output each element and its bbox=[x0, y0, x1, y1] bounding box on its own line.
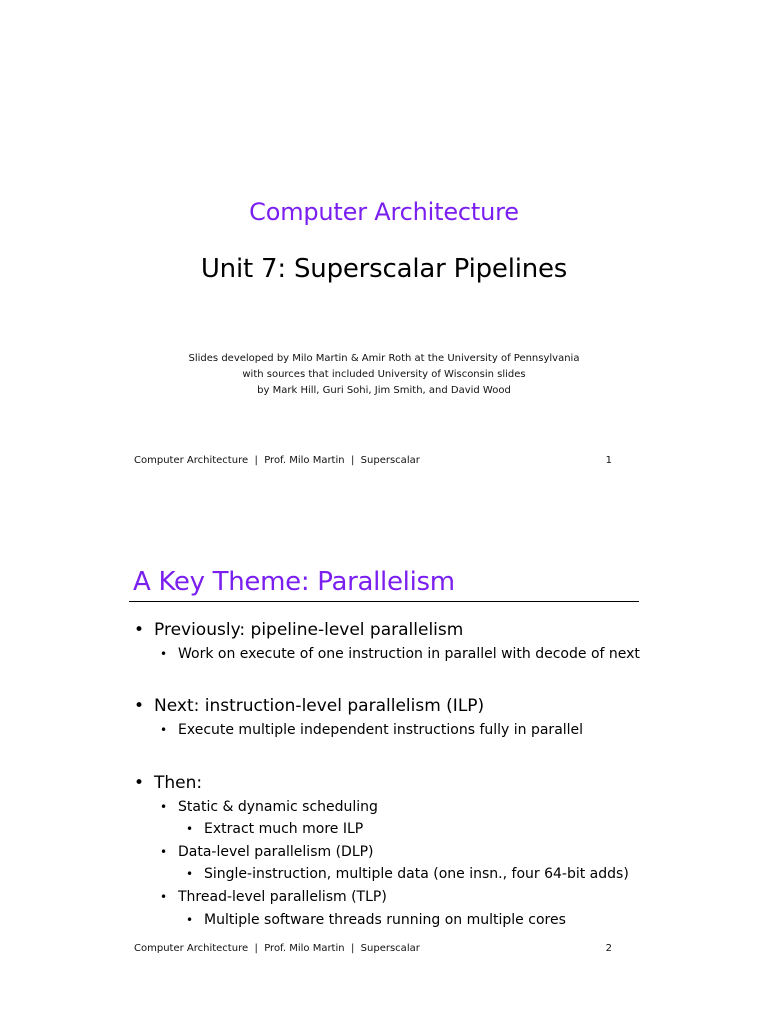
list-item bbox=[134, 696, 484, 716]
bullet-icon: • bbox=[134, 620, 145, 640]
credits-line: Slides developed by Milo Martin & Amir Roth at the University of Pennsylvania bbox=[188, 353, 580, 364]
sub-list-item-text: Execute multiple independent instructions fully in parallel bbox=[178, 722, 584, 738]
footer-text: Computer Architecture | Prof. Milo Martin | Superscalar bbox=[134, 943, 420, 954]
sub-sub-list-item bbox=[186, 821, 363, 837]
title-divider bbox=[129, 601, 639, 602]
slide-2 bbox=[0, 490, 768, 1024]
sub-sub-list-item-text: Extract much more ILP bbox=[204, 821, 364, 837]
list-item-text: Then: bbox=[154, 773, 203, 793]
bullet-icon: • bbox=[160, 845, 168, 859]
course-title: Computer Architecture bbox=[249, 198, 519, 226]
credits-line: by Mark Hill, Guri Sohi, Jim Smith, and David Wood bbox=[257, 385, 511, 396]
sub-sub-list-item bbox=[186, 912, 566, 928]
list-item-text: Next: instruction-level parallelism (ILP) bbox=[154, 696, 485, 716]
bullet-icon: • bbox=[186, 822, 194, 836]
page-number: 1 bbox=[605, 455, 612, 466]
sub-sub-list-item bbox=[186, 866, 629, 882]
page-number: 2 bbox=[605, 943, 612, 954]
sub-list-item-text: Data-level parallelism (DLP) bbox=[178, 844, 374, 860]
list-item bbox=[134, 620, 463, 640]
sub-list-item-text: Work on execute of one instruction in parallel with decode of next bbox=[178, 646, 640, 662]
bullet-icon: • bbox=[160, 800, 168, 814]
bullet-icon: • bbox=[134, 773, 145, 793]
unit-title: Unit 7: Superscalar Pipelines bbox=[200, 254, 568, 284]
sub-sub-list-item-text: Multiple software threads running on multiple cores bbox=[204, 912, 566, 928]
sub-sub-list-item-text: Single-instruction, multiple data (one insn., four 64-bit adds) bbox=[204, 866, 629, 882]
list-item bbox=[134, 773, 202, 793]
bullet-icon: • bbox=[134, 696, 145, 716]
slide-title: A Key Theme: Parallelism bbox=[133, 567, 455, 597]
footer-text: Computer Architecture | Prof. Milo Martin | Superscalar bbox=[134, 455, 420, 466]
bullet-icon: • bbox=[160, 890, 168, 904]
bullet-icon: • bbox=[186, 913, 194, 927]
sub-list-item-text: Static & dynamic scheduling bbox=[178, 799, 378, 815]
bullet-icon: • bbox=[186, 867, 194, 881]
list-item-text: Previously: pipeline-level parallelism bbox=[154, 620, 464, 640]
sub-list-item bbox=[160, 722, 583, 738]
bullet-icon: • bbox=[160, 723, 168, 737]
sub-list-item bbox=[160, 844, 374, 860]
bullet-icon: • bbox=[160, 647, 168, 661]
sub-list-item bbox=[160, 646, 640, 662]
credits bbox=[0, 351, 768, 399]
sub-list-item bbox=[160, 799, 378, 815]
sub-list-item-text: Thread-level parallelism (TLP) bbox=[178, 889, 387, 905]
credits-line: with sources that included University of Wisconsin slides bbox=[242, 369, 526, 380]
sub-list-item bbox=[160, 889, 387, 905]
slide-1 bbox=[0, 0, 768, 490]
